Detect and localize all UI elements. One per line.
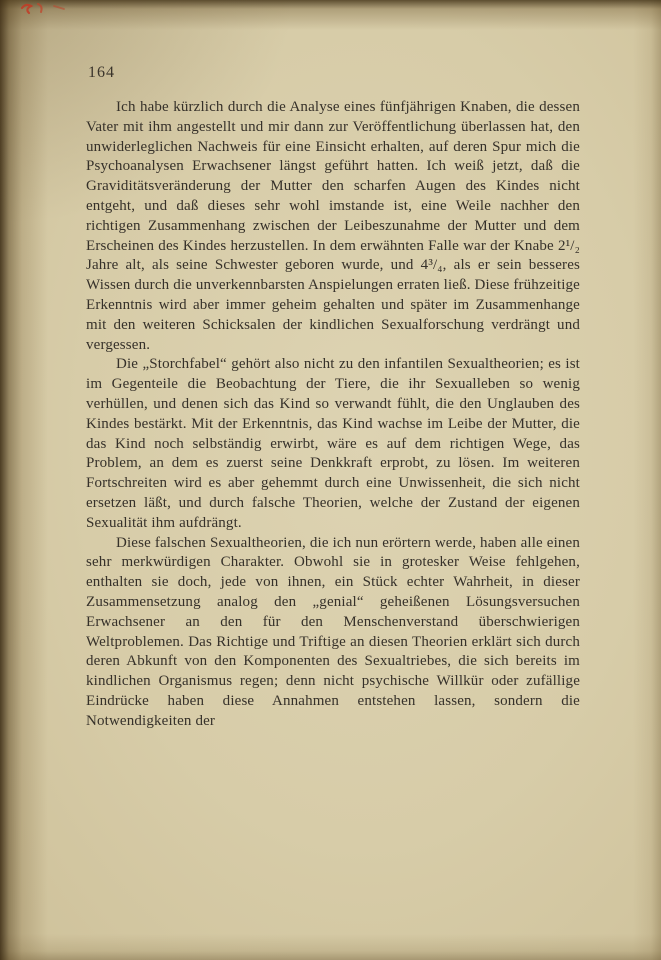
red-pencil-marks	[16, 0, 86, 26]
page-number: 164	[88, 64, 115, 81]
page-text	[86, 98, 580, 732]
paragraph-2: Die „Storchfabel“ gehört also nicht zu den infantilen Sexualtheorien; es ist im Gegenteile die Beobachtung der Tiere, die ihr Sexualleben so wenig verhüllen, und denen sich das Kind so verwandt fühlt, die den Unglauben des Kindes bestärkt. Mit der Erkenntnis, das Kind wachse im Leibe der Mutter, die das Kind noch selbständig erwirbt, wäre es auf dem richtigen Wege, das Problem, an dem es zuerst seine Denkkraft erprobt, zu lösen. Im weiteren Fortschreiten wird es aber gehemmt durch eine Unwissenheit, die sich nicht ersetzen läßt, und durch falsche Theorien, welche der Zustand der eigenen Sexualität ihm aufdrängt.	[86, 356, 580, 531]
paragraph-1: Ich habe kürzlich durch die Analyse eines fünfjährigen Knaben, die dessen Vater mit ihm angestellt und mir dann zur Veröffentlichung überlassen hat, den unwiderleglichen Nachweis für eine Einsicht erhalten, auf deren Spur mich die Psychoanalysen Erwachsener längst geführt hatten. Ich weiß jetzt, daß die Graviditätsveränderung der Mutter den scharfen Augen des Kindes nicht entgeht, und daß dieses sehr wohl imstande ist, eine Weile nachher den richtigen Zusammenhang zwischen der Leibeszunahme der Mutter und dem Erscheinen des Kindes herzustellen. In dem erwähnten Falle war der Knabe 2¹/₂ Jahre alt, als seine Schwester geboren wurde, und 4³/₄, als er sein besseres Wissen durch die unverkennbarsten Anspielungen erraten ließ. Diese frühzeitige Erkenntnis wird aber immer geheim gehalten und später im Zusammenhange mit den weiteren Schicksalen der kindlichen Sexualforschung verdrängt und vergessen.	[86, 99, 580, 353]
paragraph-3: Diese falschen Sexualtheorien, die ich nun erörtern werde, haben alle einen sehr merkwürdigen Charakter. Obwohl sie in grotesker Weise fehlgehen, enthalten sie doch, jede von ihnen, ein Stück echter Wahrheit, in dieser Zusammensetzung analog den „genial“ geheißenen Lösungsversuchen Erwachsener an den für den Menschenverstand überschwierigen Weltproblemen. Das Richtige und Triftige an diesen Theorien erklärt sich durch deren Abkunft von den Komponenten des Sexualtriebes, die sich bereits im kindlichen Organismus regen; denn nicht psychische Willkür oder zufällige Eindrücke haben diese Annahmen entstehen lassen, sondern die Notwendigkeiten der	[86, 534, 580, 729]
